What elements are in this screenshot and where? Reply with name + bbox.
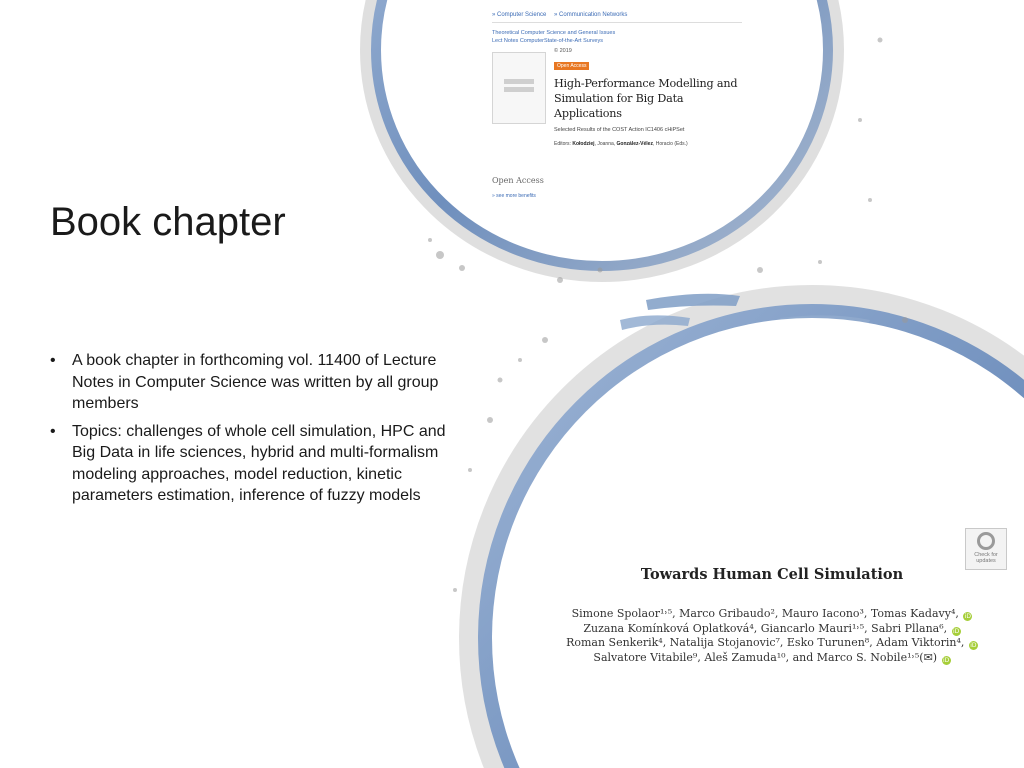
- paper-header: [552, 566, 992, 665]
- book-title: High-Performance Modelling and Simulation for Big Data Applications: [554, 77, 738, 120]
- series-link[interactable]: Theoretical Computer Science and General Issues: [492, 30, 616, 36]
- author-line: Roman Senkerik⁴, Natalija Stojanovic⁷, Esko Turunen⁸, Adam Viktorin⁴, iD: [566, 636, 977, 649]
- book-subtitle: Selected Results of the COST Action IC1406 cHiPSet: [554, 127, 685, 133]
- slide-title: Book chapter: [50, 200, 286, 244]
- bullet-item: • Topics: challenges of whole cell simulation, HPC and Big Data in life sciences, hybrid and multi-formalism modeling approaches, model reduction, kinetic parameters estimation, inference of fuzzy models: [48, 421, 468, 507]
- book-page: [492, 12, 752, 199]
- series-link[interactable]: Lect Notes ComputerState-of-the-Art Surveys: [492, 38, 603, 44]
- book-editors: Editors: Kołodziej, Joanna, González-Vélez, Horacio (Eds.): [554, 141, 688, 147]
- editor-link[interactable]: Kołodziej: [572, 141, 595, 147]
- author-line: Salvatore Vitabile⁹, Aleš Zamuda¹⁰, and Marco S. Nobile¹˒⁵(✉) iD: [593, 650, 950, 664]
- author-line: Zuzana Komínková Oplatková⁴, Giancarlo Mauri¹˒⁵, Sabri Pllana⁶, iD: [583, 621, 960, 635]
- copyright-year: © 2019: [554, 48, 572, 54]
- divider: [492, 22, 742, 23]
- author-line: Simone Spolaor¹˒⁵, Marco Gribaudo², Mauro Iacono³, Tomas Kadavy⁴, iD: [571, 607, 972, 620]
- bullet-list: [48, 350, 468, 513]
- editor-link[interactable]: González-Vélez: [616, 141, 653, 147]
- orcid-icon[interactable]: iD: [964, 613, 972, 620]
- breadcrumb: [492, 12, 752, 18]
- open-access-badge: Open Access: [554, 62, 589, 70]
- paper-title: Towards Human Cell Simulation: [640, 566, 904, 583]
- book-meta: [554, 48, 754, 147]
- check-for-updates-button[interactable]: [965, 528, 1007, 570]
- see-more-benefits-link[interactable]: » see more benefits: [492, 193, 536, 199]
- orcid-icon[interactable]: iD: [970, 642, 977, 649]
- open-access-section: [492, 176, 544, 199]
- book-cover-thumbnail[interactable]: [492, 52, 546, 124]
- bullet-item: • A book chapter in forthcoming vol. 11400 of Lecture Notes in Computer Science was written by all group members: [48, 350, 468, 415]
- orcid-icon[interactable]: iD: [942, 656, 950, 664]
- refresh-icon: [977, 532, 995, 550]
- author-list: [552, 607, 992, 665]
- orcid-icon[interactable]: iD: [952, 627, 960, 635]
- breadcrumb-link[interactable]: » Computer Science: [492, 12, 547, 18]
- open-access-heading: Open Access: [492, 176, 544, 185]
- check-for-updates-label: Check for updates: [974, 552, 998, 564]
- breadcrumb-link[interactable]: » Communication Networks: [554, 12, 628, 18]
